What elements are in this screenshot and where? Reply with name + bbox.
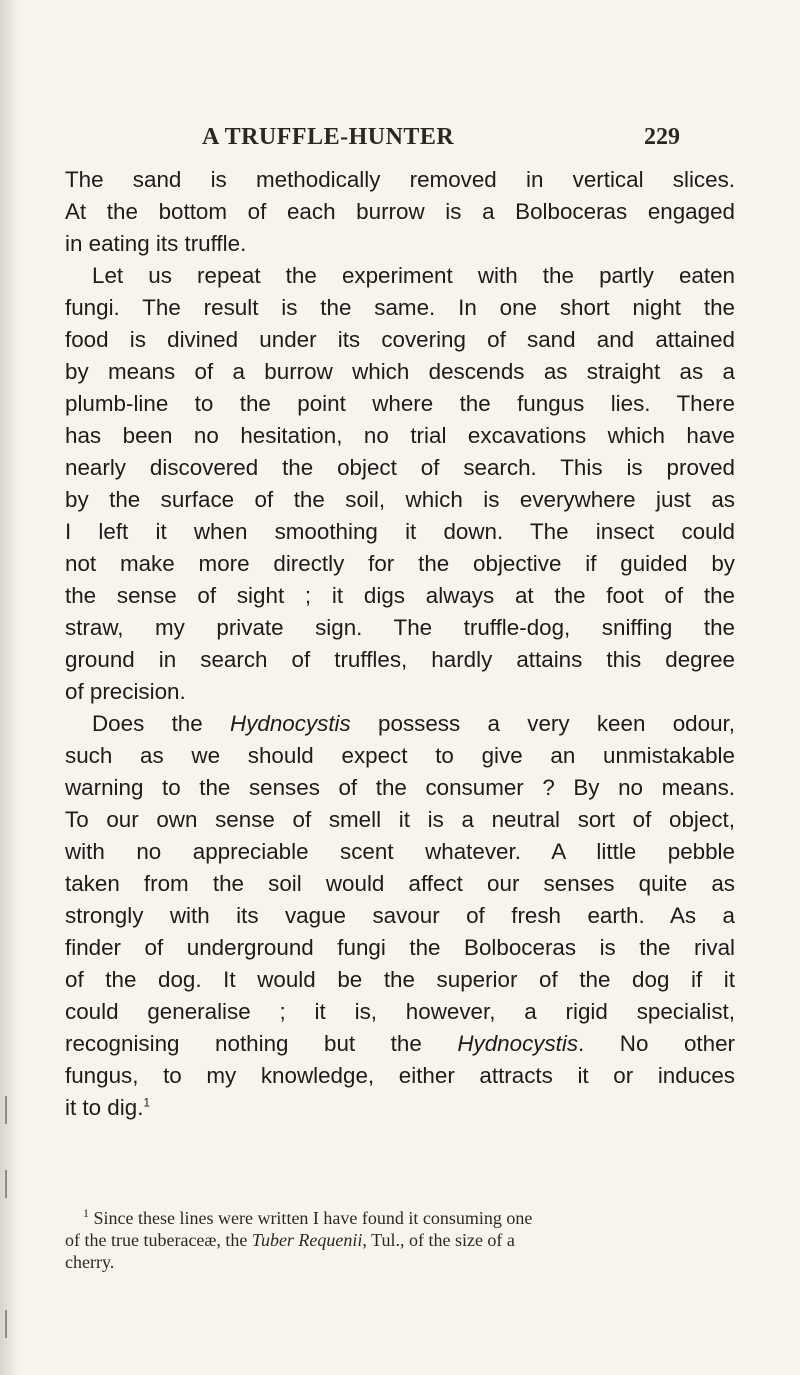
page-gutter-shadow	[0, 0, 18, 1375]
footnote-text: , Tul., of the size of a	[362, 1230, 515, 1250]
text-line: taken from the soil would affect our senses quite as	[65, 871, 735, 896]
footnote-reference: 1	[143, 1095, 151, 1110]
margin-mark	[5, 1310, 7, 1338]
text-fragment: recognising nothing but the	[65, 1031, 422, 1056]
text-fragment: . No other	[578, 1031, 735, 1056]
footnote-line	[65, 1207, 735, 1229]
footnote-text: Since these lines were written I have found it consuming one	[93, 1208, 533, 1228]
text-line: not make more directly for the objective if guided by	[65, 551, 735, 576]
text-line: the sense of sight ; it digs always at the foot of the	[65, 583, 735, 608]
text-line: such as we should expect to give an unmistakable	[65, 743, 735, 768]
text-line: has been no hesitation, no trial excavations which have	[65, 423, 735, 448]
text-line-hydnocystis	[65, 1028, 735, 1060]
text-fragment: Does the	[92, 711, 203, 736]
text-line: nearly discovered the object of search. This is proved	[65, 455, 735, 480]
text-fragment: possess a very keen odour,	[378, 711, 735, 736]
text-line: could generalise ; it is, however, a rigid specialist,	[65, 999, 735, 1024]
text-line: To our own sense of smell it is a neutral sort of object,	[65, 807, 735, 832]
margin-mark	[5, 1096, 7, 1124]
body-text	[65, 164, 735, 1124]
page-number: 229	[644, 124, 680, 150]
text-line: straw, my private sign. The truffle-dog, sniffing the	[65, 615, 735, 640]
species-name: Tuber Requenii	[251, 1230, 363, 1250]
margin-mark	[5, 1170, 7, 1198]
text-line: fungus, to my knowledge, either attracts it or induces	[65, 1063, 735, 1088]
page-header	[200, 124, 680, 164]
genus-name: Hydnocystis	[457, 1031, 579, 1056]
running-title: A TRUFFLE-HUNTER	[202, 124, 455, 150]
text-line: with no appreciable scent whatever. A little pebble	[65, 839, 735, 864]
genus-name: Hydnocystis	[230, 711, 351, 736]
text-line: I left it when smoothing it down. The insect could	[65, 519, 735, 544]
footnote-marker: 1	[83, 1206, 89, 1220]
text-line: strongly with its vague savour of fresh earth. As a	[65, 903, 735, 928]
text-line: warning to the senses of the consumer ? By no means.	[65, 775, 735, 800]
text-line: of precision.	[65, 679, 186, 704]
text-line: finder of underground fungi the Bolboceras is the rival	[65, 935, 735, 960]
text-line: The sand is methodically removed in vertical slices.	[65, 167, 735, 192]
footnote-text: of the true tuberaceæ, the	[65, 1230, 248, 1250]
text-line: of the dog. It would be the superior of the dog if it	[65, 967, 735, 992]
footnote-line	[65, 1229, 735, 1251]
text-line: At the bottom of each burrow is a Bolboceras engaged	[65, 199, 735, 224]
text-fragment: it to dig.	[65, 1095, 144, 1120]
text-line: by means of a burrow which descends as straight as a	[65, 359, 735, 384]
text-line: Let us repeat the experiment with the partly eaten	[92, 263, 735, 288]
text-line: ground in search of truffles, hardly attains this degree	[65, 647, 735, 672]
text-line-last	[65, 1092, 735, 1124]
text-line: fungi. The result is the same. In one short night the	[65, 295, 735, 320]
text-line: in eating its truffle.	[65, 231, 247, 256]
text-line-hydnocystis	[65, 708, 735, 740]
text-line: food is divined under its covering of sand and attained	[65, 327, 735, 352]
text-line: plumb-line to the point where the fungus lies. There	[65, 391, 735, 416]
text-line: by the surface of the soil, which is everywhere just as	[65, 487, 735, 512]
footnote-line: cherry.	[65, 1252, 115, 1272]
footnote	[65, 1207, 735, 1273]
